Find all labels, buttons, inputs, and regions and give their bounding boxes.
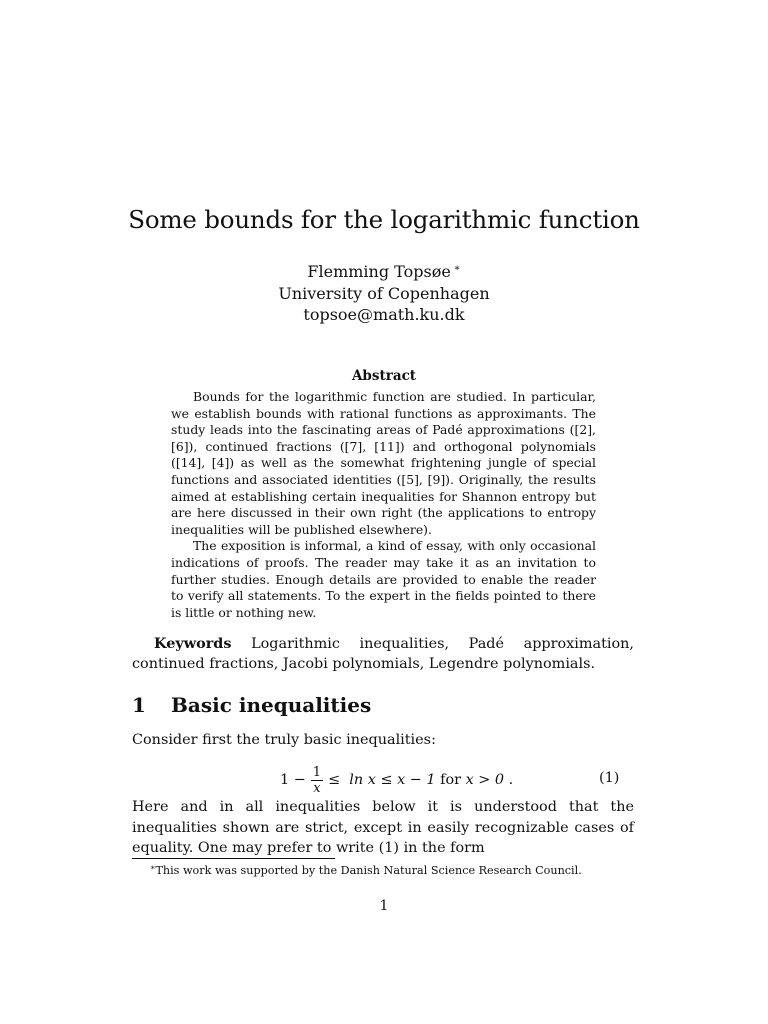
eq-for: for bbox=[440, 772, 462, 788]
equation-1 bbox=[280, 760, 513, 800]
author-block bbox=[0, 258, 768, 326]
eq-fraction bbox=[311, 765, 323, 796]
eq-condition: x > 0 . bbox=[465, 772, 514, 788]
abstract-heading: Abstract bbox=[351, 368, 417, 384]
eq-le-2: ≤ bbox=[380, 772, 393, 788]
abstract-body bbox=[171, 389, 596, 621]
author-name: Flemming Topsøe bbox=[307, 262, 451, 281]
footnote bbox=[150, 863, 582, 877]
section-number: 1 bbox=[132, 693, 146, 717]
footnote-rule bbox=[132, 858, 335, 859]
footnote-marker: ∗ bbox=[150, 863, 156, 872]
section-heading bbox=[132, 693, 371, 717]
eq-frac-numerator: 1 bbox=[312, 764, 322, 780]
body-paragraph: Here and in all inequalities below it is understood that the inequalities shown are strict, except in easily recognizable cases of equality. One may prefer to write (1) in the form bbox=[132, 799, 634, 856]
author-email: topsoe@math.ku.dk bbox=[303, 305, 465, 324]
keywords-text: Logarithmic inequalities, Padé approximation, continued fractions, Jacobi polynomials, Legendre polynomials. bbox=[132, 636, 634, 672]
section-title: Basic inequalities bbox=[171, 693, 372, 717]
body-intro: Consider first the truly basic inequalities: bbox=[132, 732, 436, 748]
abstract-paragraph: Bounds for the logarithmic function are studied. In particular, we establish bounds with rational functions as approximants. The study leads into the fascinating areas of Padé approximations ([2], [6]), continued fractions ([7], [11]) and orthogonal polynomials ([14], [4]) as well as the somewhat frightening jungle of special functions and associated identities ([5], [9]). Originally, the results aimed at establishing certain inequalities for Shannon entropy but are here discussed in their own right (the applications to entropy inequalities will be published elsewhere). bbox=[171, 389, 596, 537]
eq-ln: ln bbox=[349, 772, 364, 788]
equation-number: (1) bbox=[599, 770, 620, 786]
eq-le-1: ≤ bbox=[328, 772, 341, 788]
eq-one-minus: 1 − bbox=[280, 772, 306, 788]
eq-rhs: x − 1 bbox=[397, 772, 436, 788]
eq-frac-denominator: x bbox=[313, 780, 321, 796]
footnote-text: This work was supported by the Danish Natural Science Research Council. bbox=[155, 864, 582, 877]
author-footnote-marker: ∗ bbox=[453, 263, 461, 274]
page-number: 1 bbox=[379, 898, 389, 914]
abstract-paragraph: The exposition is informal, a kind of essay, with only occasional indications of proofs. The reader may take it as an invitation to further studies. Enough details are provided to enable the reader to verify all statements. To the expert in the fields pointed to there is little or nothing new. bbox=[171, 538, 596, 620]
keywords-label: Keywords bbox=[154, 635, 232, 652]
keywords-paragraph bbox=[132, 634, 634, 674]
author-affiliation: University of Copenhagen bbox=[278, 283, 490, 303]
author-name-line bbox=[0, 258, 768, 283]
paper-title: Some bounds for the logarithmic function bbox=[128, 205, 640, 234]
eq-x: x bbox=[367, 772, 376, 788]
